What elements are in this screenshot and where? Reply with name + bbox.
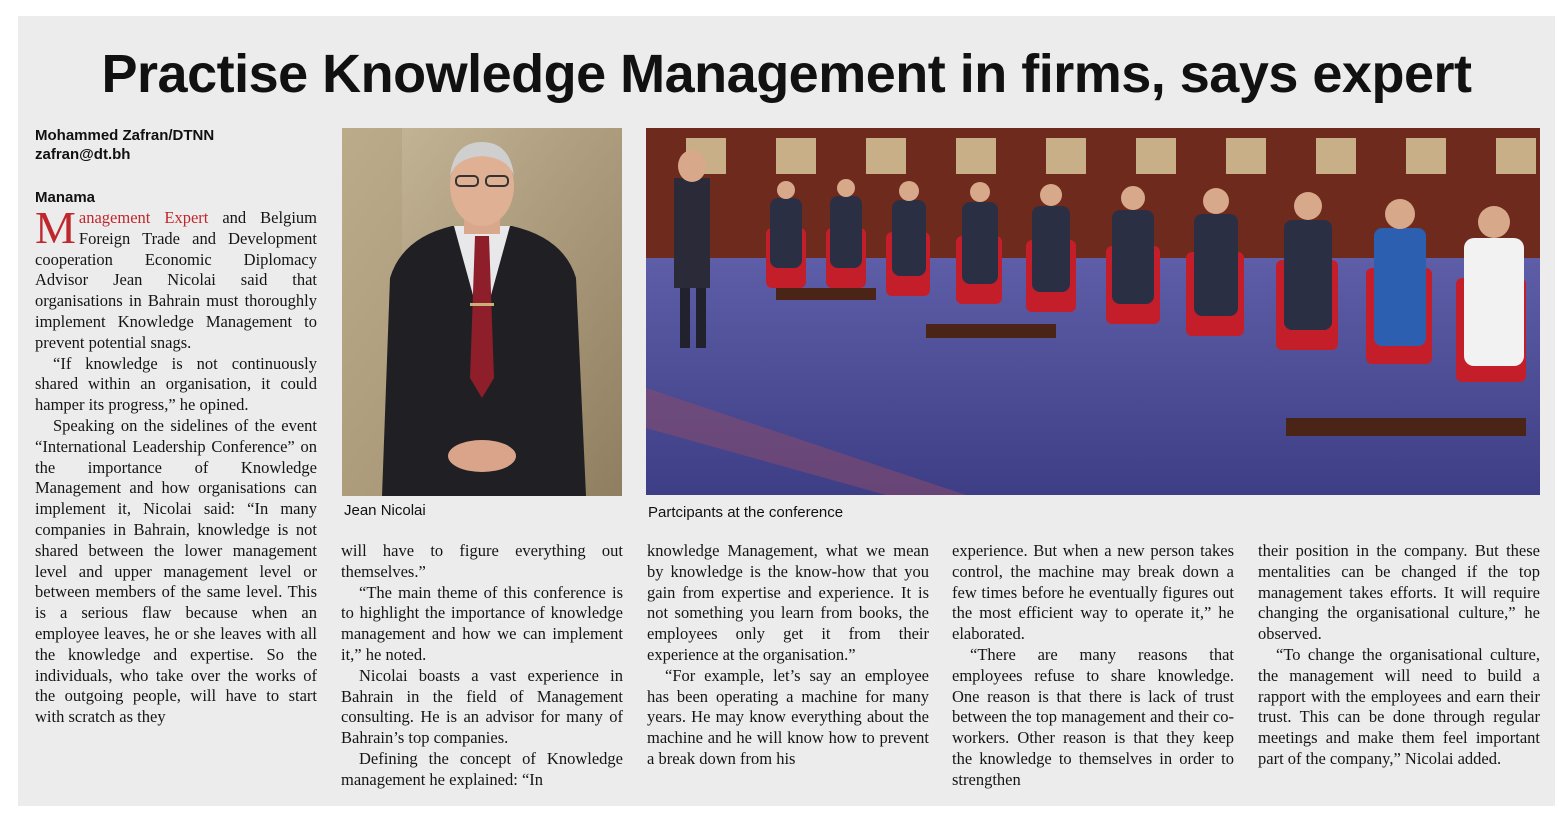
conference-image [646, 128, 1540, 495]
conference-photo [646, 128, 1540, 495]
author-name: Mohammed Zafran/DTNN [35, 127, 215, 144]
paragraph: their position in the company. But these mentalities can be changed if the top management takes efforts. It will require changing the organisational culture,” he observed. [1258, 541, 1540, 644]
paragraph: “To change the organisational culture, the management will need to build a rapport with the employees and earn their trust. This can be done through regular meetings and make them feel important part of the company,” Nicolai added. [1258, 644, 1540, 768]
portrait-photo [342, 128, 622, 496]
paragraph: “If knowledge is not continuously shared within an organisation, it could hamper its progress,” he opined. [35, 353, 317, 415]
article-column-4 [952, 541, 1234, 791]
drop-cap: M [35, 202, 76, 253]
article-column-5 [1258, 541, 1540, 770]
article-column-2 [341, 541, 623, 791]
paragraph: “For example, let’s say an employee has been operating a machine for many years. He may know everything about the machine and he will know how to prevent a break down from his [647, 665, 929, 768]
paragraph-text: and Belgium Foreign Trade and Development cooperation Economic Diplomacy Advisor Jean Nicolai said that organisations in Bahrain must thoroughly implement Knowledge Management to prevent potential snags. [35, 208, 318, 352]
lead-in-text: anagement Expert [78, 208, 209, 227]
paragraph: Speaking on the sidelines of the event “International Leadership Conference” on the importance of Knowledge Management and how organisations can implement it, Nicolai said: “In many companies in Bahrain, knowledge is not shared between the lower management level and upper management level or between members of the same level. This is a serious flaw because when an employee leaves, he or she leaves with all the knowledge and expertise. So the individuals, who take over the works of the outgoing people, will have to start with scratch as they [35, 415, 317, 727]
paragraph: experience. But when a new person takes control, the machine may break down a few times before he eventually figures out the most efficient way to operate it,” he elaborated. [952, 541, 1234, 644]
dateline: Manama [35, 189, 96, 206]
paragraph: “There are many reasons that employees refuse to share knowledge. One reason is that there is lack of trust between the top management and their co-workers. Other reason is that they keep the knowledge to themselves in order to strengthen [952, 644, 1234, 789]
newspaper-page [18, 16, 1555, 806]
byline [35, 126, 325, 164]
portrait-image [342, 128, 622, 496]
paragraph: will have to figure everything out themselves.” [341, 541, 623, 581]
headline: Practise Knowledge Management in firms, says expert [101, 44, 1472, 104]
paragraph: knowledge Management, what we mean by knowledge is the know-how that you gain from expertise and experience. It is not something you learn from books, the employees only get it from their experience at the organisation.” [647, 541, 929, 664]
portrait-caption: Jean Nicolai [344, 502, 426, 519]
paragraph: Defining the concept of Knowledge management he explained: “In [341, 748, 623, 789]
article-column-3 [647, 541, 929, 770]
paragraph [35, 202, 318, 354]
paragraph: Nicolai boasts a vast experience in Bahrain in the field of Management consulting. He is an advisor for many of Bahrain’s top companies. [341, 665, 623, 748]
conference-caption: Partcipants at the conference [648, 504, 844, 521]
article-column-1 [35, 202, 318, 728]
paragraph: “The main theme of this conference is to highlight the importance of knowledge management and how we can implement it,” he noted. [341, 582, 623, 664]
author-email: zafran@dt.bh [35, 146, 131, 163]
